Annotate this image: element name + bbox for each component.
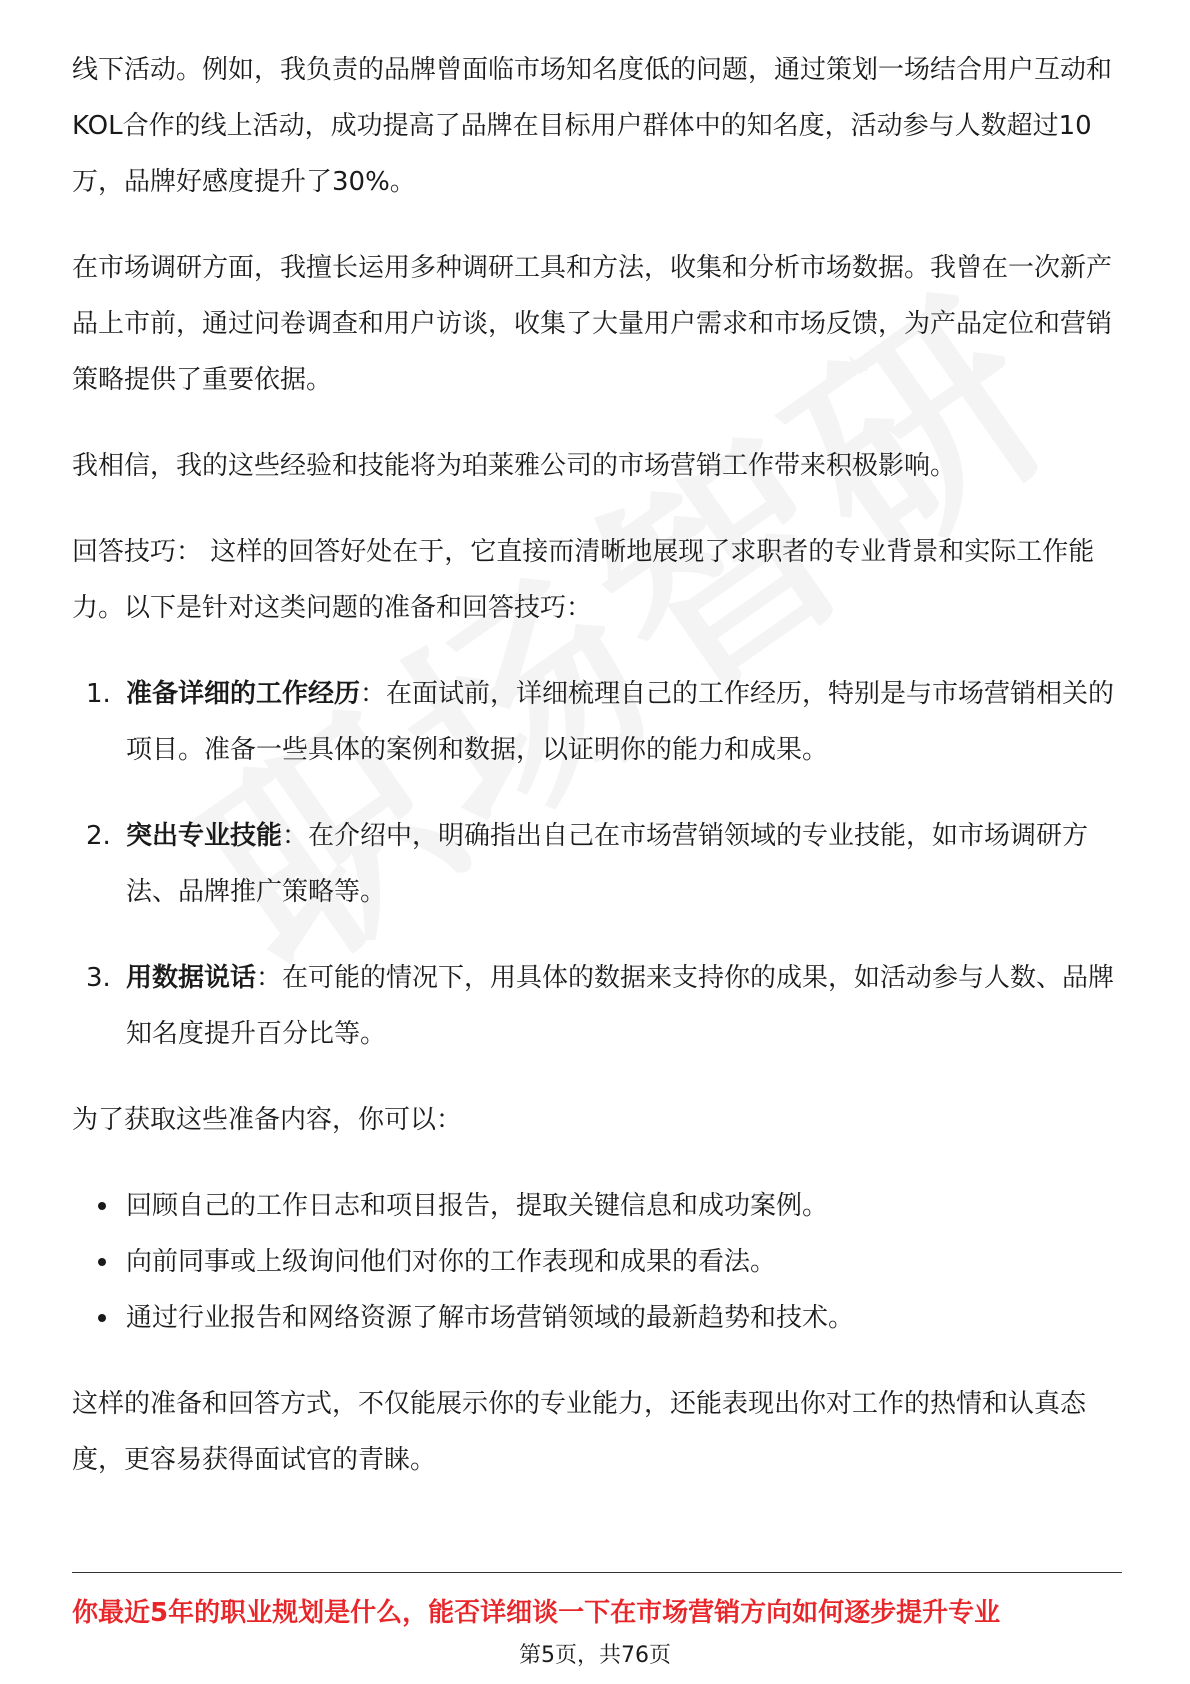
tip-text: ：在面试前，详细梳理自己的工作经历，特别是与市场营销相关的项目。准备一些具体的案例和数据，以证明你的能力和成果。 — [126, 679, 1115, 765]
list-item — [72, 1290, 1122, 1346]
bullet-list — [72, 1178, 1122, 1346]
list-item — [72, 808, 1122, 920]
list-number: 3. — [86, 963, 111, 993]
list-number: 1. — [86, 679, 111, 709]
bullet-text: 向前同事或上级询问他们对你的工作表现和成果的看法。 — [126, 1247, 777, 1277]
bullet-dot-icon — [98, 1258, 106, 1266]
paragraph-market-research: 在市场调研方面，我擅长运用多种调研工具和方法，收集和分析市场数据。我曾在一次新产品上市前，通过问卷调查和用户访谈，收集了大量用户需求和市场反馈，为产品定位和营销策略提供了重要依据。 — [72, 253, 1113, 395]
next-question-heading: 你最近5年的职业规划是什么，能否详细谈一下在市场营销方向如何逐步提升专业 — [72, 1598, 1001, 1628]
tip-text: ：在可能的情况下，用具体的数据来支持你的成果，如活动参与人数、品牌知名度提升百分比等。 — [126, 963, 1115, 1049]
divider — [72, 1572, 1122, 1573]
list-item — [72, 950, 1122, 1062]
paragraph-prep-intro: 为了获取这些准备内容，你可以： — [72, 1105, 463, 1135]
list-item — [72, 666, 1122, 778]
bullet-text: 回顾自己的工作日志和项目报告，提取关键信息和成功案例。 — [126, 1191, 829, 1221]
list-item — [72, 1234, 1122, 1290]
bullet-dot-icon — [98, 1314, 106, 1322]
bullet-text: 通过行业报告和网络资源了解市场营销领域的最新趋势和技术。 — [126, 1303, 855, 1333]
page-number: 第5页，共76页 — [519, 1643, 671, 1668]
paragraph-conclusion: 这样的准备和回答方式，不仅能展示你的专业能力，还能表现出你对工作的热情和认真态度，更容易获得面试官的青睐。 — [72, 1389, 1087, 1475]
bullet-dot-icon — [98, 1202, 106, 1210]
tip-text: ：在介绍中，明确指出自己在市场营销领域的专业技能，如市场调研方法、品牌推广策略等。 — [126, 821, 1089, 907]
tip-title: 用数据说话 — [126, 963, 257, 993]
paragraph-activity-example: 线下活动。例如，我负责的品牌曾面临市场知名度低的问题，通过策划一场结合用户互动和KOL合作的线上活动，成功提高了品牌在目标用户群体中的知名度，活动参与人数超过10万，品牌好感度提升了30%。 — [72, 55, 1113, 197]
tip-title: 准备详细的工作经历 — [126, 679, 361, 709]
page-content — [72, 42, 1122, 1518]
paragraph-belief: 我相信，我的这些经验和技能将为珀莱雅公司的市场营销工作带来积极影响。 — [72, 451, 957, 481]
tip-title: 突出专业技能 — [126, 821, 283, 851]
list-number: 2. — [86, 821, 111, 851]
tips-list — [72, 666, 1122, 1062]
list-item — [72, 1178, 1122, 1234]
paragraph-answer-tips: 回答技巧： 这样的回答好处在于，它直接而清晰地展现了求职者的专业背景和实际工作能力。以下是针对这类问题的准备和回答技巧： — [72, 537, 1095, 623]
